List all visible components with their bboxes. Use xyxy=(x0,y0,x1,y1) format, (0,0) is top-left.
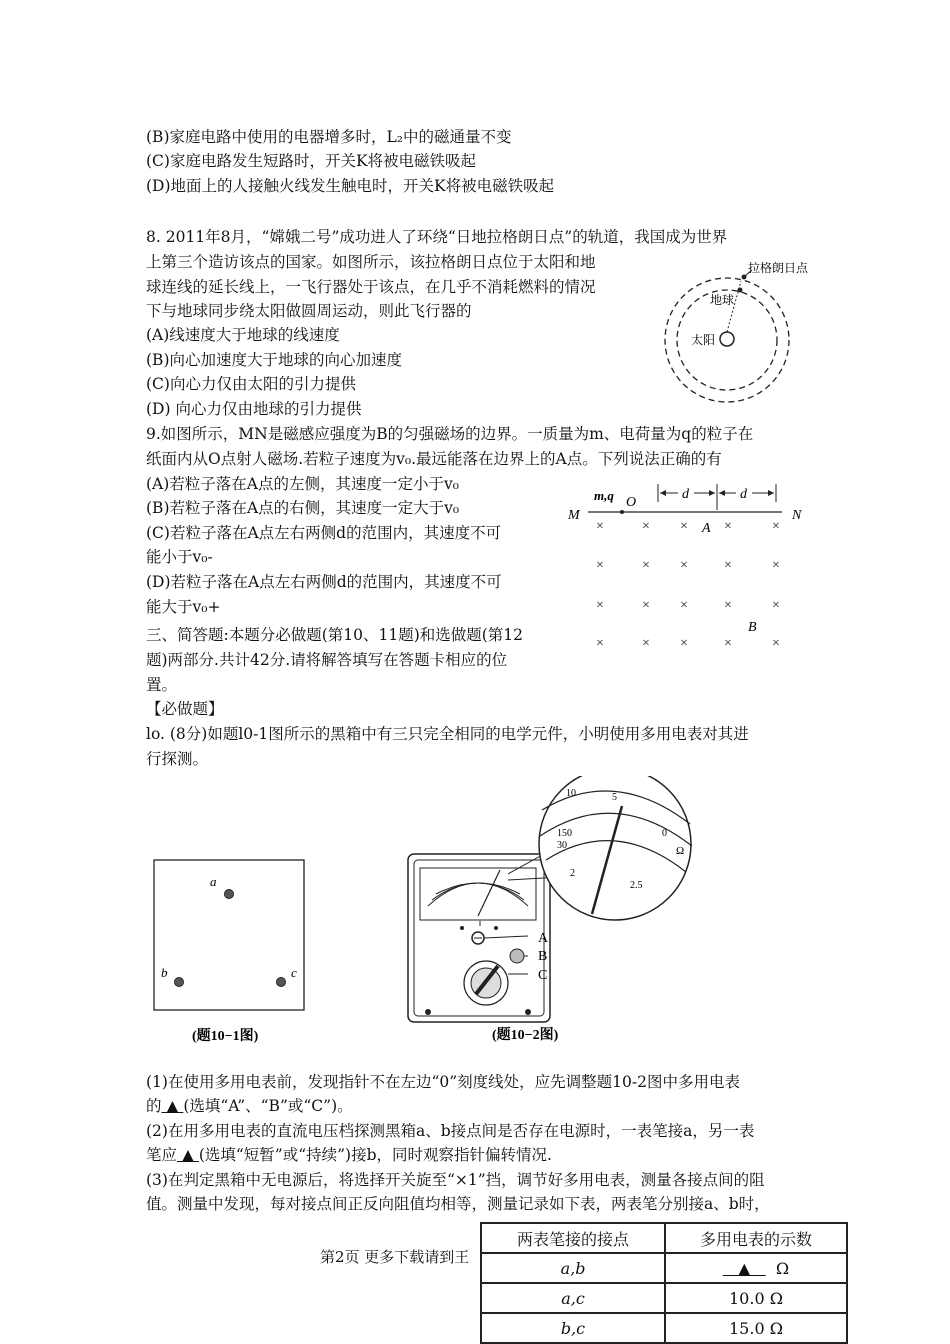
section3-line1: 三、简答题:本题分必做题(第10、11题)和选做题(第12 xyxy=(146,626,524,644)
svg-text:×: × xyxy=(642,636,650,651)
svg-text:×: × xyxy=(680,519,688,534)
q7-option-c: (C)家庭电路发生短路时，开关K将被电磁铁吸起 xyxy=(146,152,477,170)
answer-blank-2: ▲ xyxy=(181,1146,194,1164)
answer-blank-1: ▲ xyxy=(166,1097,179,1115)
callout-b-label: B xyxy=(538,949,548,964)
table-row: b,c 15.0 Ω xyxy=(481,1313,847,1343)
svg-text:0: 0 xyxy=(662,828,667,839)
table-row: a,c 10.0 Ω xyxy=(481,1283,847,1313)
svg-text:×: × xyxy=(596,636,604,651)
svg-text:×: × xyxy=(724,558,732,573)
q9-option-c-line1: (C)若粒子落在A点左右两侧d的范围内，其速度不可 xyxy=(146,524,502,542)
svg-text:×: × xyxy=(642,558,650,573)
q10-part3-line2: 值。测量中发现，每对接点间正反向阻值均相等，测量记录如下表，两表笔分别接a、b时， xyxy=(146,1195,770,1213)
q10-part3-line1: (3)在判定黑箱中无电源后，将选择开关旋至“×1”挡，调节好多用电表，测量各接点间的阻 xyxy=(146,1171,765,1189)
sun-circle xyxy=(720,332,734,346)
q8-stem-line2: 上第三个造访该点的国家。如图所示，该拉格朗日点位于太阳和地 xyxy=(146,253,596,271)
callout-c-label: C xyxy=(538,968,548,983)
label-m: M xyxy=(568,508,580,523)
label-n: N xyxy=(792,508,802,523)
q9-option-d-line1: (D)若粒子落在A点左右两侧d的范围内，其速度不可 xyxy=(146,573,502,591)
knob-b xyxy=(510,949,524,963)
table-header-reading: 多用电表的示数 xyxy=(665,1223,847,1253)
svg-text:×: × xyxy=(596,598,604,613)
svg-text:2: 2 xyxy=(570,868,575,879)
svg-text:10: 10 xyxy=(566,788,576,799)
figure-10-2-caption: (题10−2图) xyxy=(492,1028,559,1043)
q8-option-d: (D) 向心力仅由地球的引力提供 xyxy=(146,400,362,418)
label-mq: m,q xyxy=(594,488,614,503)
svg-text:×: × xyxy=(642,598,650,613)
svg-text:×: × xyxy=(642,519,650,534)
svg-text:×: × xyxy=(772,598,780,613)
black-box-figure xyxy=(150,856,310,1051)
svg-text:×: × xyxy=(680,558,688,573)
q8-stem-line4: 下与地球同步绕太阳做圆周运动，则此飞行器的 xyxy=(146,302,472,320)
figure-10-1-caption: (题10−1图) xyxy=(192,1029,259,1044)
q8-option-a: (A)线速度大于地球的线速度 xyxy=(146,326,340,344)
q10-part1-line1: (1)在使用多用电表前，发现指针不在左边“0”刻度线处，应先调整题10-2图中多用电表 xyxy=(146,1073,740,1091)
q7-option-b: (B)家庭电路中使用的电器增多时，L₂中的磁通量不变 xyxy=(146,128,512,146)
svg-text:×: × xyxy=(680,636,688,651)
lagrange-label: 拉格朗日点 xyxy=(748,261,809,275)
table-row: a,b ▲ Ω xyxy=(481,1253,847,1283)
ohm-symbol: Ω xyxy=(676,845,685,857)
meter-dial xyxy=(420,868,536,920)
earth-label: 地球 xyxy=(710,293,735,307)
section3-line2: 题)两部分.共计42分.请将解答填写在答题卡相应的位 xyxy=(146,651,508,669)
terminal-c-label: c xyxy=(291,965,297,980)
multimeter-figure xyxy=(400,776,700,1051)
q10-stem-line1: lo. (8分)如题l0-1图所示的黑箱中有三只完全相同的电学元件，小明使用多用电表对其进 xyxy=(146,725,749,743)
q8-option-b: (B)向心加速度大于地球的向心加速度 xyxy=(146,351,402,369)
label-b: B xyxy=(748,620,757,635)
q9-stem-line2: 纸面内从O点射人磁场.若粒子速度为v₀.最远能落在边界上的A点。下列说法正确的有 xyxy=(146,450,722,468)
q7-option-d: (D)地面上的人接触火线发生触电时，开关K将被电磁铁吸起 xyxy=(146,177,555,195)
svg-text:30: 30 xyxy=(557,840,567,851)
q9-option-d-line2: 能大于v₀+ xyxy=(146,598,221,616)
q10-stem-line2: 行探测。 xyxy=(146,750,209,768)
table-header-row xyxy=(481,1223,847,1253)
svg-text:5: 5 xyxy=(612,792,617,803)
label-d2: d xyxy=(740,487,747,502)
q9-option-b: (B)若粒子落在A点的右侧，其速度一定大于v₀ xyxy=(146,499,460,517)
label-a: A xyxy=(702,521,711,536)
callout-a-label: A xyxy=(538,931,549,946)
q9-stem-line1: 9.如图所示，MN是磁感应强度为B的匀强磁场的边界。一质量为m、电荷量为q的粒子在 xyxy=(146,425,754,443)
svg-text:×: × xyxy=(596,558,604,573)
svg-text:×: × xyxy=(724,636,732,651)
earth-dot xyxy=(738,288,743,293)
svg-text:×: × xyxy=(772,636,780,651)
q8-stem-line3: 球连线的延长线上，一飞行器处于该点，在几乎不消耗燃料的情况 xyxy=(146,278,596,296)
q10-part2-line1: (2)在用多用电表的直流电压档探测黑箱a、b接点间是否存在电源时，一表笔接a，另一表 xyxy=(146,1122,755,1140)
q10-part2-line2: 笔应 ▲ (选填“短暂”或“持续”)接b，同时观察指针偏转情况. xyxy=(146,1146,552,1164)
svg-text:×: × xyxy=(772,519,780,534)
svg-text:×: × xyxy=(772,558,780,573)
section3-line3: 置。 xyxy=(146,676,178,694)
svg-text:2.5: 2.5 xyxy=(630,880,643,891)
svg-text:×: × xyxy=(680,598,688,613)
svg-text:×: × xyxy=(596,519,604,534)
magnetic-field-diagram xyxy=(560,476,820,656)
q9-option-c-line2: 能小于v₀- xyxy=(146,548,213,566)
sun-label: 太阳 xyxy=(691,333,716,347)
page-footer: 第2页 更多下载请到王 xyxy=(320,1248,470,1266)
orbit-diagram xyxy=(655,255,825,415)
terminal-a-label: a xyxy=(210,874,217,889)
svg-text:×: × xyxy=(724,519,732,534)
label-o: O xyxy=(626,495,637,510)
measurement-table xyxy=(480,1222,848,1344)
q10-part1-line2: 的 ▲ (选填“A”、“B”或“C”)。 xyxy=(146,1097,353,1115)
svg-text:150: 150 xyxy=(557,828,572,839)
label-d1: d xyxy=(682,487,689,502)
q8-stem-line1: 8. 2011年8月，“嫦娥二号”成功进人了环绕“日地拉格朗日点”的轨道，我国成为世界 xyxy=(146,228,728,246)
terminal-b-label: b xyxy=(161,965,168,980)
must-do-heading: 【必做题】 xyxy=(146,700,224,718)
table-header-points: 两表笔接的接点 xyxy=(481,1223,665,1253)
q9-option-a: (A)若粒子落在A点的左侧，其速度一定小于v₀ xyxy=(146,475,459,493)
q8-option-c: (C)向心力仅由太阳的引力提供 xyxy=(146,375,356,393)
svg-text:×: × xyxy=(724,598,732,613)
